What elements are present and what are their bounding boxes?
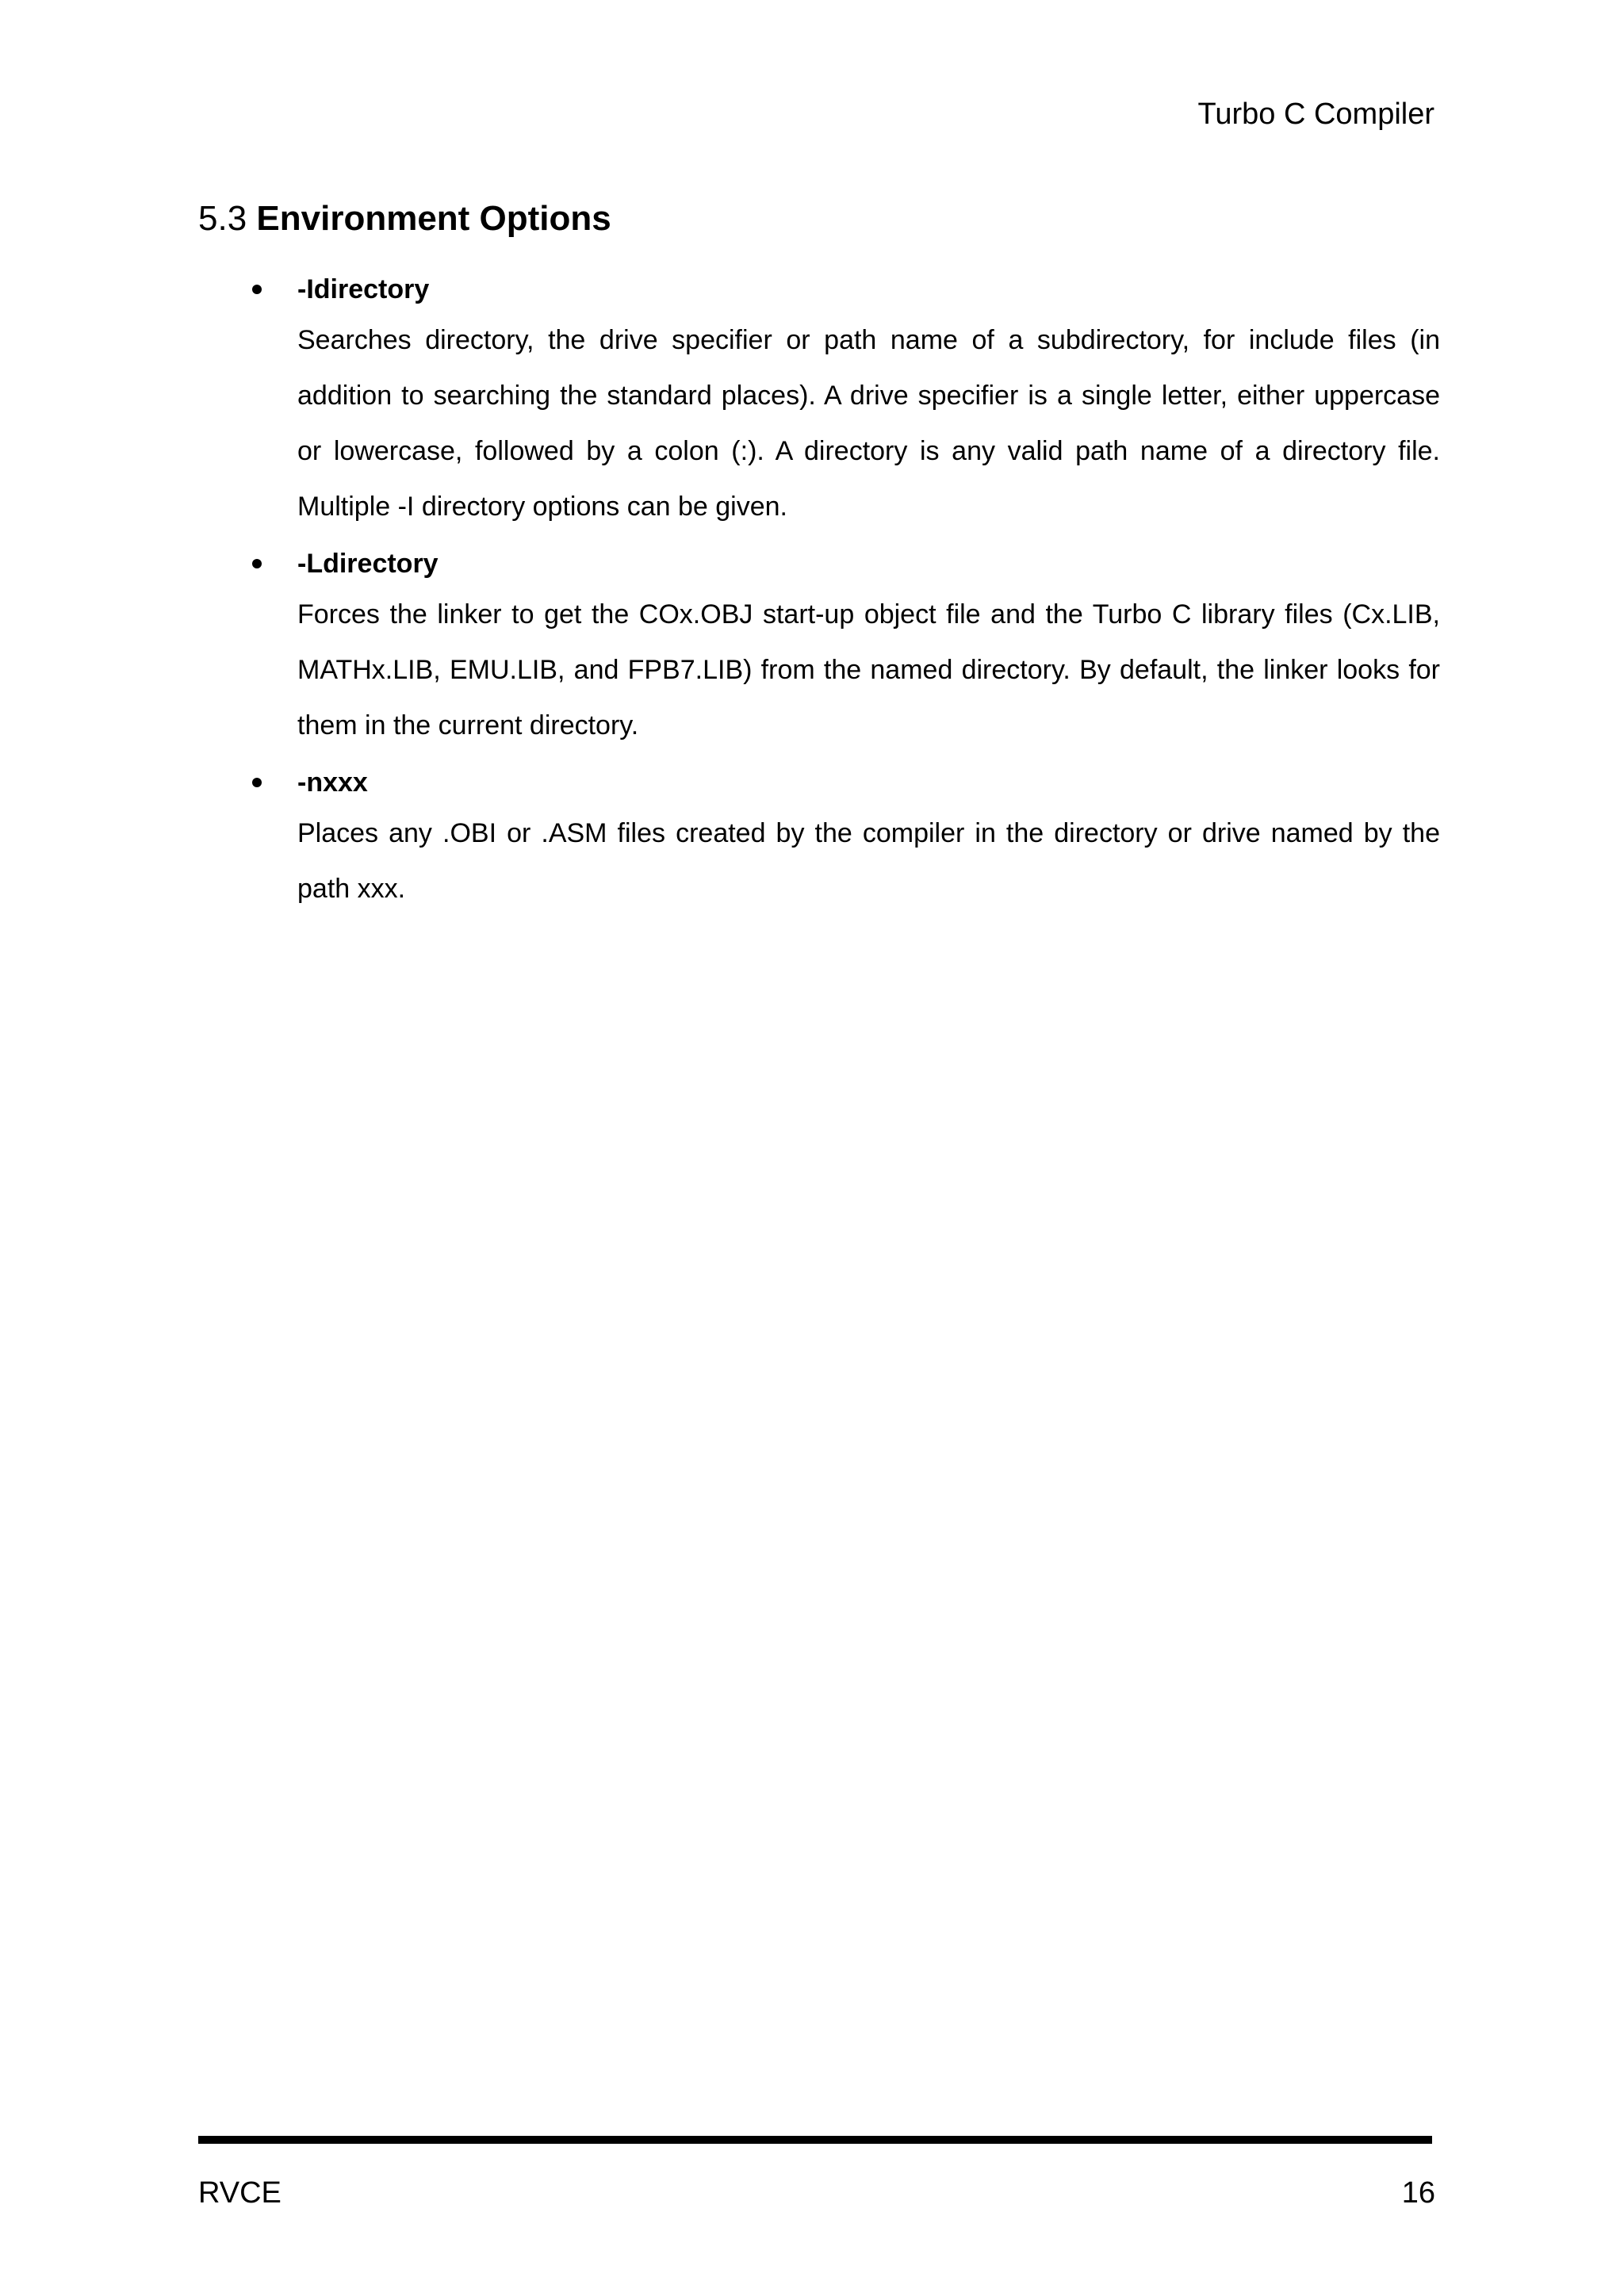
option-description: Places any .OBI or .ASM files created by the compiler in the directory or drive named by the path xxx. (297, 818, 1440, 904)
footer-rule (198, 2136, 1432, 2144)
footer-institution: RVCE (198, 2176, 282, 2210)
page-number: 16 (1401, 2176, 1435, 2210)
running-header: Turbo C Compiler (1197, 98, 1434, 131)
option-term: -Idirectory (297, 274, 430, 304)
section-title: Environment Options (256, 199, 611, 238)
section-number: 5.3 (198, 199, 247, 238)
option-term: -Ldirectory (297, 549, 439, 579)
bullet-icon (252, 778, 262, 787)
section-heading (198, 198, 611, 240)
list-item (198, 761, 1440, 916)
bullet-icon (252, 285, 262, 294)
option-description: Forces the linker to get the COx.OBJ start-up object file and the Turbo C library files (Cx.LIB, MATHx.LIB, EMU.LIB, and FPB7.LIB) from the named directory. By default, the linker looks for them in the current directory. (297, 599, 1440, 740)
options-list (198, 268, 1440, 924)
bullet-icon (252, 559, 262, 568)
list-item (198, 268, 1440, 534)
option-term: -nxxx (297, 767, 368, 798)
option-description: Searches directory, the drive specifier or path name of a subdirectory, for include files (in addition to searching the standard places). A drive specifier is a single letter, either uppercase or lowercase, followed by a colon (:). A directory is any valid path name of a directory file. Multiple -I directory options can be given. (297, 325, 1440, 522)
list-item (198, 542, 1440, 753)
